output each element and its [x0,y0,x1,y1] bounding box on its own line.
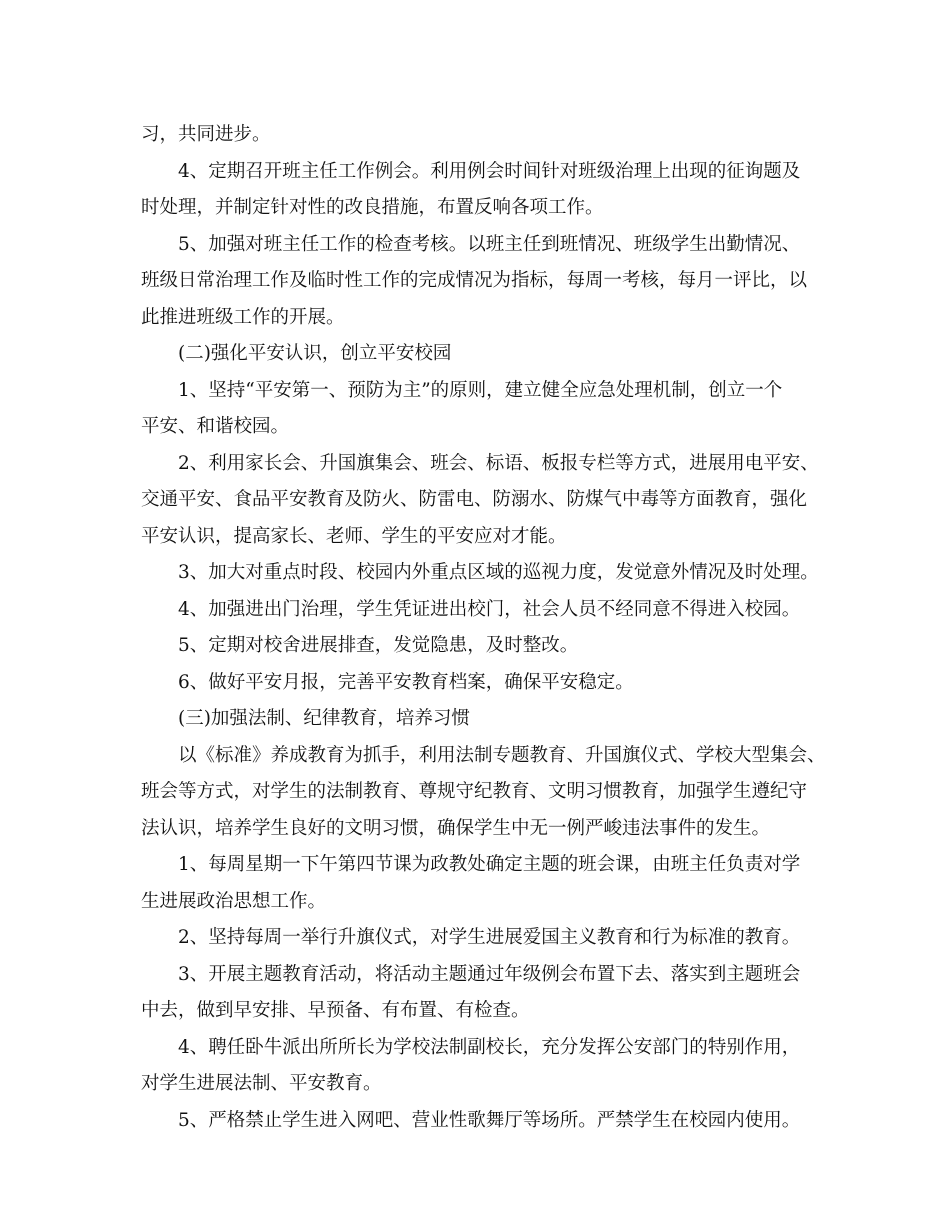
text-line: 4、定期召开班主任工作例会。利用例会时间针对班级治理上出现的征询题及 [178,160,801,182]
text-line: 班会等方式，对学生的法制教育、尊规守纪教育、文明习惯教育，加强学生遵纪守 [141,781,808,802]
text-line: 对学生进展法制、平安教育。 [141,1073,382,1094]
text-line: 交通平安、食品平安教育及防火、防雷电、防溺水、防煤气中毒等方面教育，强化 [141,489,808,510]
text-line: 此推进班级工作的开展。 [141,306,345,328]
text-line: 6、做好平安月报，完善平安教育档案，确保平安稳定。 [178,671,634,693]
text-line: 以《标准》养成教育为抓手，利用法制专题教育、升国旗仪式、学校大型集会、 [178,744,826,766]
text-line: 习，共同进步。 [141,124,271,145]
text-line: 法认识，培养学生良好的文明习惯，确保学生中无一例严峻违法事件的发生。 [141,817,771,839]
text-line: 5、加强对班主任工作的检查考核。以班主任到班情况、班级学生出勤情况、 [178,233,801,255]
text-line: 1、坚持“平安第一、预防为主”的原则，建立健全应急处理机制，创立一个 [178,379,783,401]
text-line: 时处理，并制定针对性的改良措施，布置反响各项工作。 [141,197,604,218]
text-line: (三)加强法制、纪律教育，培养习惯 [178,708,470,729]
text-line: 3、加大对重点时段、校园内外重点区域的巡视力度，发觉意外情况及时处理。 [178,562,819,583]
text-line: 2、利用家长会、升国旗集会、班会、标语、板报专栏等方式，进展用电平安、 [178,452,819,474]
text-line: 4、聘任卧牛派出所所长为学校法制副校长，充分发挥公安部门的特别作用， [178,1036,801,1058]
text-line: 平安、和谐校园。 [141,416,290,437]
text-line: 2、坚持每周一举行升旗仪式，对学生进展爱国主义教育和行为标准的教育。 [178,927,801,948]
text-line: 4、加强进出门治理，学生凭证进出校门，社会人员不经同意不得进入校园。 [178,598,801,620]
text-line: 5、定期对校舍进展排查，发觉隐患，及时整改。 [178,635,579,656]
text-line: 班级日常治理工作及临时性工作的完成情况为指标，每周一考核，每月一评比，以 [141,270,808,291]
text-line: 平安认识，提高家长、老师、学生的平安应对才能。 [141,525,567,547]
text-line: 1、每周星期一下午第四节课为政教处确定主题的班会课，由班主任负责对学 [178,854,801,875]
text-line: 生进展政治思想工作。 [141,890,327,912]
text-line: 3、开展主题教育活动，将活动主题通过年级例会布置下去、落实到主题班会 [178,963,801,985]
text-line: 5、严格禁止学生进入网吧、营业性歌舞厅等场所。严禁学生在校园内使用。 [178,1109,801,1131]
document-body [141,117,826,1139]
text-line: 中去，做到早安排、早预备、有布置、有检查。 [141,1000,530,1021]
text-line: (二)强化平安认识，创立平安校园 [178,343,452,364]
